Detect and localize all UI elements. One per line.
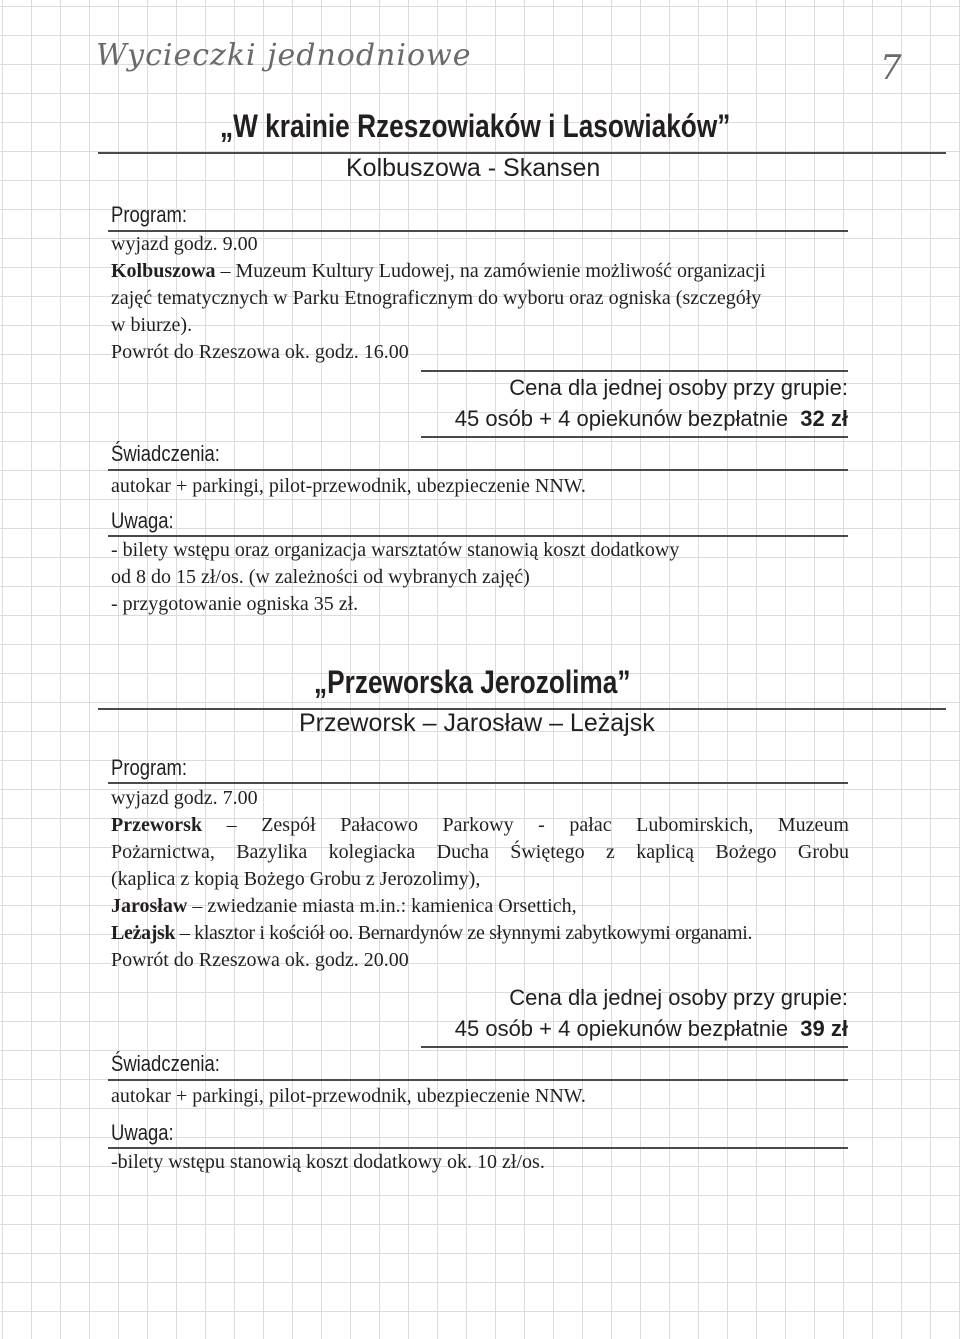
tour-1-note-1: - bilety wstępu oraz organizacja warsztatów stanowią koszt dodatkowy (111, 539, 680, 561)
tour-2-departure: wyjazd godz. 7.00 (111, 787, 258, 809)
tour-2-description-line-3: (kaplica z kopią Bożego Grobu z Jerozolimy), (111, 868, 481, 890)
tour-1-place: Kolbuszowa (111, 260, 216, 282)
tour-2-jaroslaw-line: Jarosław – zwiedzanie miasta m.in.: kamienica Orsettich, (111, 895, 577, 917)
tour-2-place-lezajsk: Leżajsk (111, 922, 176, 944)
tour-2-price-line-1: Cena dla jednej osoby przy grupie: (509, 985, 848, 1010)
tour-1-notes-label: Uwaga: (111, 508, 174, 533)
tour-1-description-line-1: Kolbuszowa – Muzeum Kultury Ludowej, na zamówienie możliwość organizacji (111, 260, 766, 282)
tour-1-return: Powrót do Rzeszowa ok. godz. 16.00 (111, 341, 409, 363)
tour-2-description-line-1: Przeworsk – Zespół Pałacowo Parkowy - pałac Lubomirskich, Muzeum (111, 814, 849, 836)
tour-2-price-line-2: 45 osób + 4 opiekunów bezpłatnie 39 zł (454, 1016, 848, 1041)
tour-2-description-line-2: Pożarnictwa, Bazylika kolegiacka Ducha Świętego z kaplicą Bożego Grobu (111, 841, 849, 863)
tour-1-description-line-3: w biurze). (111, 314, 193, 336)
tour-1-price-line-2: 45 osób + 4 opiekunów bezpłatnie 32 zł (454, 406, 848, 431)
tour-2-price-bottom-rule (421, 1046, 848, 1048)
tour-2-title: „Przeworska Jerozolima” (314, 664, 631, 700)
tour-2-program-label: Program: (111, 755, 188, 780)
tour-2-services: autokar + parkingi, pilot-przewodnik, ubezpieczenie NNW. (111, 1085, 586, 1107)
tour-1-price-bottom-rule (421, 436, 848, 438)
tour-1-description-line-2: zajęć tematycznych w Parku Etnograficznym do wyboru oraz ogniska (szczegóły (111, 287, 762, 309)
tour-1-price-amount: 32 zł (800, 406, 848, 431)
tour-2-place-jaroslaw: Jarosław (111, 895, 188, 917)
tour-1-program-label: Program: (111, 202, 188, 227)
tour-2-lezajsk-line: Leżajsk – klasztor i kościół oo. Bernardynów ze słynnymi zabytkowymi organami. (111, 922, 753, 944)
tour-2-services-rule (108, 1079, 848, 1081)
tour-1-price-top-rule (421, 370, 848, 372)
tour-1-note-3: - przygotowanie ogniska 35 zł. (111, 593, 359, 615)
tour-1-note-2: od 8 do 15 zł/os. (w zależności od wybranych zajęć) (111, 566, 530, 588)
tour-1-title: „W krainie Rzeszowiaków i Lasowiaków” (220, 108, 731, 144)
tour-2-price-amount: 39 zł (800, 1016, 848, 1041)
tour-2-notes-label: Uwaga: (111, 1120, 174, 1145)
tour-1-subtitle: Kolbuszowa - Skansen (346, 154, 601, 182)
tour-2-program-rule (108, 782, 848, 784)
tour-2-place-przeworsk: Przeworsk (111, 814, 203, 836)
section-header-title: Wycieczki jednodniowe (96, 38, 472, 73)
tour-1-price-line-1: Cena dla jednej osoby przy grupie: (509, 375, 848, 400)
tour-1-departure: wyjazd godz. 9.00 (111, 233, 258, 255)
tour-1-services: autokar + parkingi, pilot-przewodnik, ubezpieczenie NNW. (111, 475, 586, 497)
tour-1-services-label: Świadczenia: (111, 441, 220, 466)
page-number: 7 (880, 48, 902, 88)
tour-2-subtitle: Przeworsk – Jarosław – Leżajsk (299, 709, 655, 737)
tour-1-services-rule (108, 469, 848, 471)
tour-2-note-1: -bilety wstępu stanowią koszt dodatkowy ok. 10 zł/os. (111, 1151, 545, 1173)
tour-2-return: Powrót do Rzeszowa ok. godz. 20.00 (111, 949, 409, 971)
tour-2-services-label: Świadczenia: (111, 1051, 220, 1076)
